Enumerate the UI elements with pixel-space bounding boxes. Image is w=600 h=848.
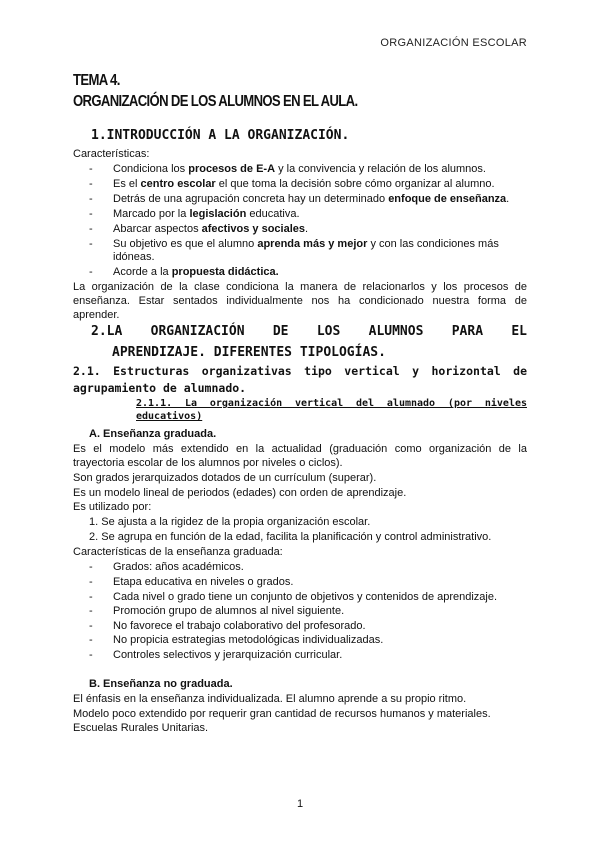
list-item: - Cada nivel o grado tiene un conjunto de objetivos y contenidos de aprendizaje. [89,591,498,603]
section-2-heading: 2.LA ORGANIZACIÓN DE LOS ALUMNOS PARA EL [91,324,527,339]
heading-a: A. Enseñanza graduada. [89,428,217,440]
section-2-heading-cont: APRENDIZAJE. DIFERENTES TIPOLOGÍAS. [112,345,386,360]
paragraph-line: Escuelas Rurales Unitarias. [73,722,209,734]
paragraph-line: Modelo poco extendido por requerir gran cantidad de recursos humanos y materiales. [73,708,491,720]
paragraph-line: enseñanza. Estar sentados individualmente nos ha condicionado nuestra forma de [73,295,527,307]
list-item: - Detrás de una agrupación concreta hay un determinado enfoque de enseñanza. [89,193,510,205]
heading-b: B. Enseñanza no graduada. [89,678,233,690]
list-item: - Su objetivo es que el alumno aprenda más y mejor y con las condiciones más [89,238,499,250]
running-header: ORGANIZACIÓN ESCOLAR [380,37,527,49]
list-item: - Marcado por la legislación educativa. [89,208,300,220]
section-1-heading: 1.INTRODUCCIÓN A LA ORGANIZACIÓN. [91,128,350,143]
paragraph-line: Características de la enseñanza graduada: [73,546,283,558]
paragraph-line: La organización de la clase condiciona la manera de relacionarlos y los procesos de [73,281,527,293]
paragraph-line: aprender. [73,309,120,321]
list-item: - Acorde a la propuesta didáctica. [89,266,279,278]
list-item: - Etapa educativa en niveles o grados. [89,576,294,588]
subsection-heading-cont: agrupamiento de alumnado. [73,381,247,395]
numbered-item: 2. Se agrupa en función de la edad, facilita la planificación y control administrativo. [89,531,492,543]
paragraph-line: trayectoria escolar de los alumnos por niveles o ciclos). [73,457,343,469]
list-item: - Abarcar aspectos afectivos y sociales. [89,223,309,235]
characteristics-label: Características: [73,148,150,160]
numbered-item: 1. Se ajusta a la rigidez de la propia organización escolar. [89,516,371,528]
paragraph-line: El énfasis en la enseñanza individualizada. El alumno aprende a su propio ritmo. [73,693,467,705]
list-item: - No propicia estrategias metodológicas individualizadas. [89,634,384,646]
sub-subsection-heading: 2.1.1. La organización vertical del alumnado (por niveles [136,398,527,409]
list-item: - Controles selectivos y jerarquización curricular. [89,649,343,661]
paragraph-line: Es el modelo más extendido en la actualidad (graduación como organización de la [73,443,527,455]
sub-subsection-heading-cont: educativos) [136,411,203,422]
paragraph-line: Es utilizado por: [73,501,152,513]
list-item: - Promoción grupo de alumnos al nivel siguiente. [89,605,345,617]
list-item: - Condiciona los procesos de E-A y la convivencia y relación de los alumnos. [89,163,486,175]
paragraph-line: Son grados jerarquizados dotados de un currículum (superar). [73,472,377,484]
chapter-title: ORGANIZACIÓN DE LOS ALUMNOS EN EL AULA. [73,93,358,110]
list-item-continuation: idóneas. [113,251,155,263]
chapter-number: TEMA 4. [73,72,120,89]
list-item: - Grados: años académicos. [89,561,244,573]
list-item: - Es el centro escolar el que toma la decisión sobre cómo organizar al alumno. [89,178,495,190]
list-item: - No favorece el trabajo colaborativo del profesorado. [89,620,366,632]
paragraph-line: Es un modelo lineal de periodos (edades) con orden de aprendizaje. [73,487,407,499]
subsection-heading: 2.1. Estructuras organizativas tipo vertical y horizontal de [73,364,527,378]
page-number: 1 [296,798,304,810]
